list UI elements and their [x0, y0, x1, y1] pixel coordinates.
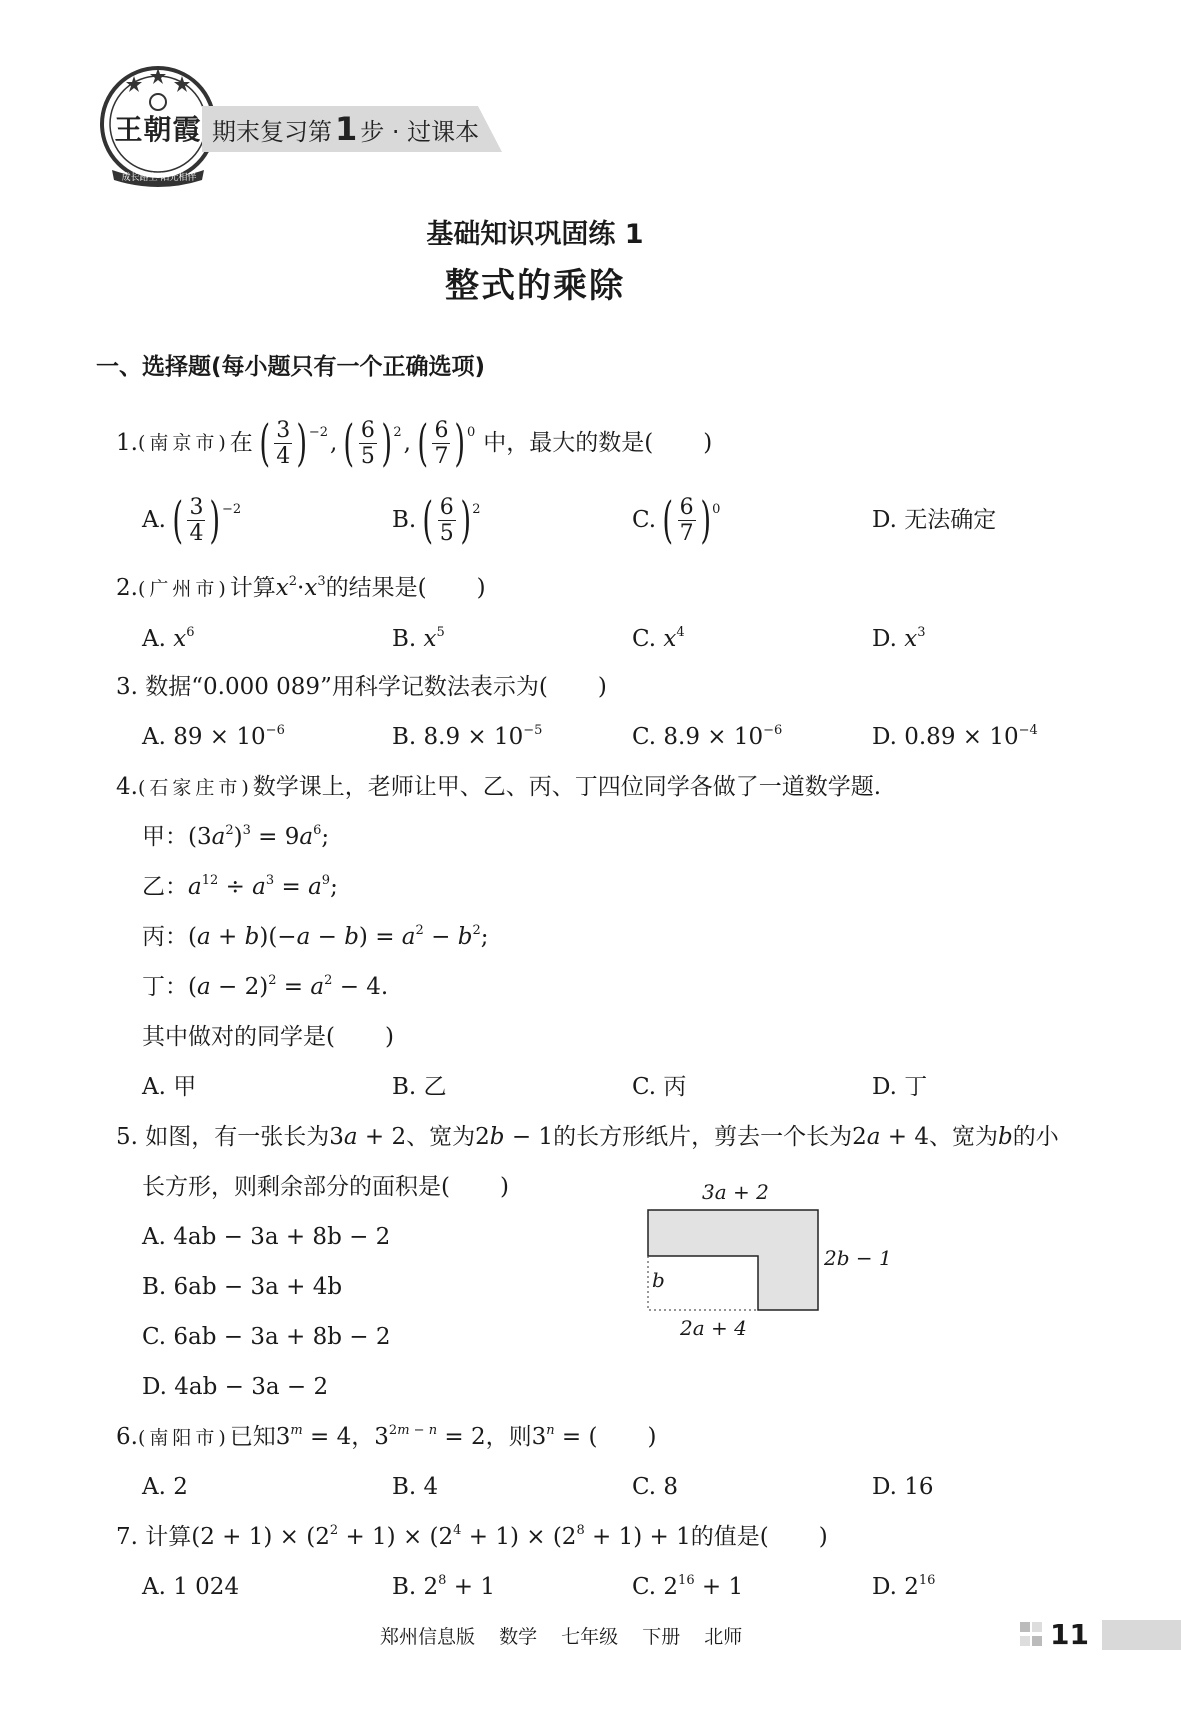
figure-label-top: 3a + 2: [702, 1180, 769, 1204]
banner-number: 1: [335, 110, 358, 148]
option-label: C.: [632, 507, 657, 533]
header: [98, 62, 518, 202]
logo-slogan: 成长路上 阳光相伴: [121, 173, 197, 183]
q1-source: (南京市): [137, 432, 230, 454]
q6-option-a[interactable]: A. 2: [142, 1474, 188, 1500]
q2-text-a: 计算: [229, 575, 276, 601]
q5-option-d[interactable]: D. 4ab − 3a − 2: [142, 1374, 329, 1400]
q1-close: ): [703, 430, 713, 456]
page-number-tab: [1020, 1618, 1181, 1652]
q1-num: 1.: [116, 430, 138, 456]
question-5: 5. 如图，有一张长为3a + 2、宽为2b − 1的长方形纸片，剪去一个长为2a + 4、宽为b的小: [116, 1124, 1059, 1150]
q5-line2: 长方形，则剩余部分的面积是( ): [142, 1174, 509, 1200]
q4-jia: 甲：$(3a^2)^3 = 9a^6$;: [142, 823, 330, 850]
q3-option-c[interactable]: C. $8.9 \times 10^{-6}$: [632, 723, 783, 750]
figure-label-inner: b: [652, 1268, 665, 1292]
footer-grade: 七年级: [561, 1626, 619, 1648]
q4-option-b[interactable]: B. 乙: [392, 1074, 447, 1100]
question-3: [116, 672, 607, 702]
question-2: 2.(广州市)计算$x^2\cdot x^3$的结果是( ): [116, 574, 486, 601]
q2-option-a[interactable]: A. $x^6$: [142, 625, 195, 652]
q4-yi: 乙：$a^{12} \div a^3 = a^9$;: [142, 873, 338, 900]
section-heading: 一、选择题(每小题只有一个正确选项): [96, 354, 486, 380]
question-4: [116, 772, 881, 803]
q3-text: 3. 数据“0.000 089”用科学记数法表示为(: [116, 674, 548, 700]
q7-option-a[interactable]: A. 1 024: [142, 1574, 240, 1600]
q5-figure: [640, 1180, 900, 1350]
option-label: A.: [142, 507, 166, 533]
q4-bing: 丙：$(a + b)(-a - b) = a^2 - b^2$;: [142, 923, 489, 950]
figure-label-bottom: 2a + 4: [680, 1316, 747, 1340]
q3-option-d[interactable]: D. $0.89 \times 10^{-4}$: [872, 723, 1038, 750]
q6-option-d[interactable]: D. 16: [872, 1474, 934, 1500]
q5-option-b[interactable]: B. 6ab − 3a + 4b: [142, 1274, 343, 1300]
q1-frac-2: ( 6 5 ) 2: [343, 414, 402, 472]
logo-text: 王朝霞: [114, 113, 202, 146]
q5-option-c[interactable]: C. 6ab − 3a + 8b − 2: [142, 1324, 391, 1350]
q2-close: ): [476, 575, 486, 601]
q7-option-c[interactable]: C. $2^{16} + 1$: [632, 1573, 744, 1600]
q2-text-b: 的结果是(: [325, 575, 427, 601]
footer-edition: 郑州信息版: [380, 1626, 476, 1648]
q7-option-d[interactable]: D. $2^{16}$: [872, 1573, 936, 1600]
q1-frac-3: ( 6 7 ) 0: [417, 414, 476, 472]
q1-frac-1: ( 3 4 ) −2: [259, 414, 328, 472]
page-title: 整式的乘除: [445, 266, 625, 306]
q6-option-c[interactable]: C. 8: [632, 1474, 679, 1500]
question-7: 7. 计算$(2 + 1) \times (2^2 + 1) \times (2^4 + 1) \times (2^8 + 1) + 1$的值是( ): [116, 1523, 828, 1550]
footer: [380, 1622, 742, 1649]
q4-option-d[interactable]: D. 丁: [872, 1074, 928, 1100]
footer-subject: 数学: [499, 1626, 538, 1648]
page-number: 11: [1050, 1618, 1089, 1651]
q4-ding: 丁：$(a - 2)^2 = a^2 - 4$.: [142, 973, 389, 1000]
q1-option-b[interactable]: B. ( 6 5 ) 2: [392, 491, 481, 549]
q1-post: 中，最大的数是(: [483, 430, 654, 456]
q2-num: 2.: [116, 575, 138, 601]
q3-option-a[interactable]: A. $89 \times 10^{-6}$: [142, 723, 285, 750]
q6-option-b[interactable]: B. 4: [392, 1474, 439, 1500]
q2-option-d[interactable]: D. $x^3$: [872, 625, 926, 652]
question-1: 1. (南京市) 在 ( 3 4 ) −2 , ( 6 5 ) 2 , ( 6 7 ) 0 中，最大的数是( ): [116, 414, 713, 472]
q4-source: (石家庄市): [137, 777, 253, 799]
q2-source: (广州市): [137, 578, 230, 600]
q3-close: ): [597, 674, 607, 700]
banner-title: [212, 112, 479, 149]
question-6: 6.(南阳市)已知$3^m = 4$，$3^{2m - n} = 2$，则$3^n$ = ( ): [116, 1423, 657, 1450]
footer-publisher: 北师: [704, 1626, 743, 1648]
q1-option-d[interactable]: D. 无法确定: [872, 507, 997, 533]
q4-option-c[interactable]: C. 丙: [632, 1074, 687, 1100]
q4-ask: 其中做对的同学是( ): [142, 1024, 394, 1050]
q7-option-b[interactable]: B. $2^8 + 1$: [392, 1573, 495, 1600]
q4-num: 4.: [116, 774, 138, 800]
footer-volume: 下册: [642, 1626, 681, 1648]
banner-suffix: 步 · 过课本: [360, 118, 480, 146]
option-label: B.: [392, 507, 417, 533]
q1-option-a[interactable]: A. ( 3 4 ) −2: [142, 491, 242, 549]
q2-option-c[interactable]: C. $x^4$: [632, 625, 685, 652]
banner-prefix: 期末复习第: [212, 118, 332, 146]
q2-option-b[interactable]: B. $x^5$: [392, 625, 445, 652]
q4-text: 数学课上，老师让甲、乙、丙、丁四位同学各做了一道数学题.: [252, 774, 882, 800]
q5-option-a[interactable]: A. 4ab − 3a + 8b − 2: [142, 1224, 391, 1250]
figure-label-right: 2b − 1: [824, 1246, 892, 1270]
q1-option-c[interactable]: C. ( 6 7 ) 0: [632, 491, 721, 549]
q4-option-a[interactable]: A. 甲: [142, 1074, 197, 1100]
title-line1: 基础知识巩固练 1: [426, 219, 644, 250]
q3-option-b[interactable]: B. $8.9 \times 10^{-5}$: [392, 723, 543, 750]
q1-pre: 在: [229, 430, 253, 456]
